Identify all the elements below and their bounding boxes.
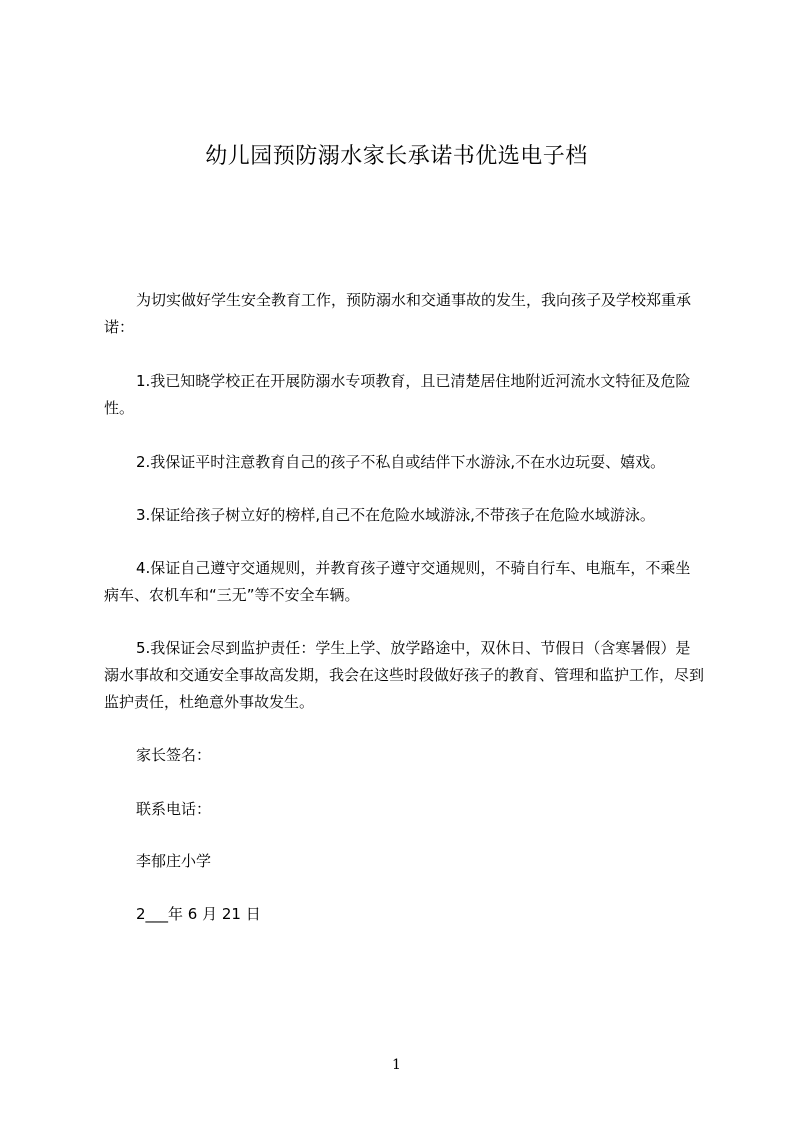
- school-name: 李郁庄小学: [136, 852, 212, 870]
- intro-paragraph: 为切实做好学生安全教育工作，预防溺水和交通事故的发生，我向孩子及学校郑重承诺：: [104, 291, 692, 336]
- document-date: 2___年 6 月 21 日: [136, 905, 261, 923]
- pledge-item-3: 3.保证给孩子树立好的榜样,自己不在危险水域游泳,不带孩子在危险水域游泳。: [136, 506, 655, 524]
- pledge-item-4: 4.保证自己遵守交通规则，并教育孩子遵守交通规则，不骑自行车、电瓶车，不乘坐病车、农机车和“三无”等不安全车辆。: [104, 559, 691, 604]
- contact-phone-label: 联系电话：: [136, 800, 212, 818]
- document-title: 幼儿园预防溺水家长承诺书优选电子档: [205, 144, 588, 169]
- parent-signature-label: 家长签名：: [136, 746, 212, 764]
- pledge-item-5: 5.我保证会尽到监护责任：学生上学、放学路途中，双休日、节假日（含寒暑假）是溺水事故和交通安全事故高发期，我会在这些时段做好孩子的教育、管理和监护工作，尽到监护责任，杜绝意外事故发生。: [104, 639, 705, 711]
- page-number: 1: [392, 1057, 401, 1073]
- pledge-item-1: 1.我已知晓学校正在开展防溺水专项教育，且已清楚居住地附近河流水文特征及危险性。: [104, 372, 691, 417]
- pledge-item-2: 2.我保证平时注意教育自己的孩子不私自或结伴下水游泳,不在水边玩耍、嬉戏。: [136, 453, 666, 471]
